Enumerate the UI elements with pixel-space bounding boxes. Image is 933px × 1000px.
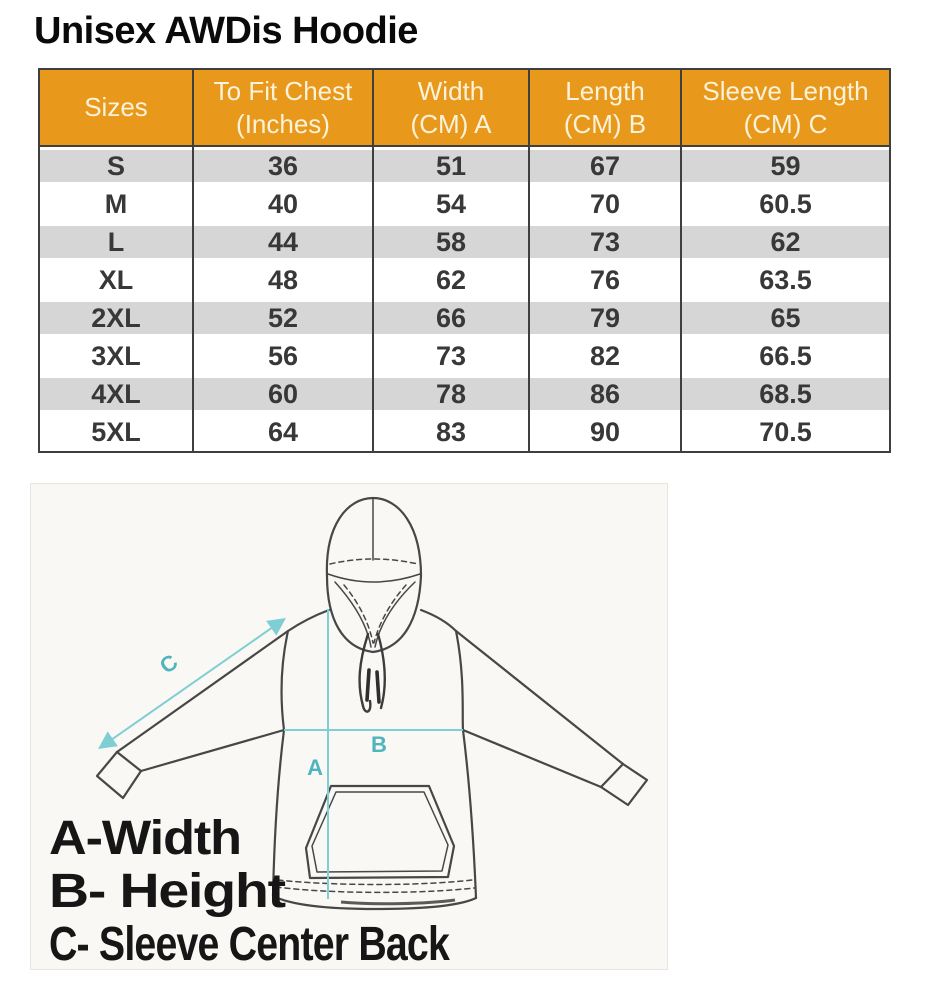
cell-size: S	[39, 146, 193, 185]
measurement-label-a: A	[307, 755, 323, 780]
cell-chest: 36	[193, 146, 373, 185]
cell-sleeve: 62	[681, 223, 890, 261]
table-row-5xl	[39, 413, 890, 452]
cell-length: 82	[529, 337, 681, 375]
cell-width: 83	[373, 413, 529, 452]
cell-sleeve: 70.5	[681, 413, 890, 452]
cell-size: 3XL	[39, 337, 193, 375]
cell-size: 5XL	[39, 413, 193, 452]
cell-sleeve: 59	[681, 146, 890, 185]
cell-width: 78	[373, 375, 529, 413]
cell-chest: 52	[193, 299, 373, 337]
measurement-label-b: B	[371, 732, 387, 757]
cell-chest: 56	[193, 337, 373, 375]
cell-chest: 64	[193, 413, 373, 452]
col-header-sizes: Sizes	[39, 69, 193, 146]
cell-sleeve: 68.5	[681, 375, 890, 413]
legend-line-b: B- Height	[49, 865, 287, 918]
table-header-row	[39, 69, 890, 146]
cell-sleeve: 60.5	[681, 185, 890, 223]
cell-length: 73	[529, 223, 681, 261]
hoodie-measurement-diagram	[31, 484, 667, 969]
table-row-4xl	[39, 375, 890, 413]
table-row-2xl	[39, 299, 890, 337]
table-row-m	[39, 185, 890, 223]
cell-width: 54	[373, 185, 529, 223]
table-row-s	[39, 146, 890, 185]
page-title: Unisex AWDis Hoodie	[34, 10, 418, 52]
cell-size: 4XL	[39, 375, 193, 413]
cell-chest: 48	[193, 261, 373, 299]
diagram-legend	[49, 812, 450, 969]
col-header-sleeve: Sleeve Length (CM) C	[681, 69, 890, 146]
cell-width: 66	[373, 299, 529, 337]
cell-size: L	[39, 223, 193, 261]
cell-length: 79	[529, 299, 681, 337]
table-row-3xl	[39, 337, 890, 375]
legend-line-a: A-Width	[49, 812, 242, 865]
cell-sleeve: 65	[681, 299, 890, 337]
cell-size: M	[39, 185, 193, 223]
cell-size: 2XL	[39, 299, 193, 337]
measurement-label-c: C	[154, 649, 183, 679]
col-header-length: Length (CM) B	[529, 69, 681, 146]
table-row-l	[39, 223, 890, 261]
cell-chest: 60	[193, 375, 373, 413]
measurement-line-c	[101, 620, 283, 747]
table-row-xl	[39, 261, 890, 299]
col-header-width: Width (CM) A	[373, 69, 529, 146]
cell-chest: 40	[193, 185, 373, 223]
cell-length: 90	[529, 413, 681, 452]
cell-sleeve: 66.5	[681, 337, 890, 375]
cell-length: 67	[529, 146, 681, 185]
cell-width: 51	[373, 146, 529, 185]
cell-size: XL	[39, 261, 193, 299]
size-chart-table	[38, 68, 891, 453]
cell-length: 76	[529, 261, 681, 299]
cell-length: 70	[529, 185, 681, 223]
col-header-chest: To Fit Chest (Inches)	[193, 69, 373, 146]
cell-length: 86	[529, 375, 681, 413]
cell-width: 62	[373, 261, 529, 299]
measurement-diagram-panel	[30, 483, 668, 970]
cell-width: 58	[373, 223, 529, 261]
cell-chest: 44	[193, 223, 373, 261]
cell-sleeve: 63.5	[681, 261, 890, 299]
legend-line-c: C- Sleeve Center Back	[49, 918, 451, 969]
cell-width: 73	[373, 337, 529, 375]
